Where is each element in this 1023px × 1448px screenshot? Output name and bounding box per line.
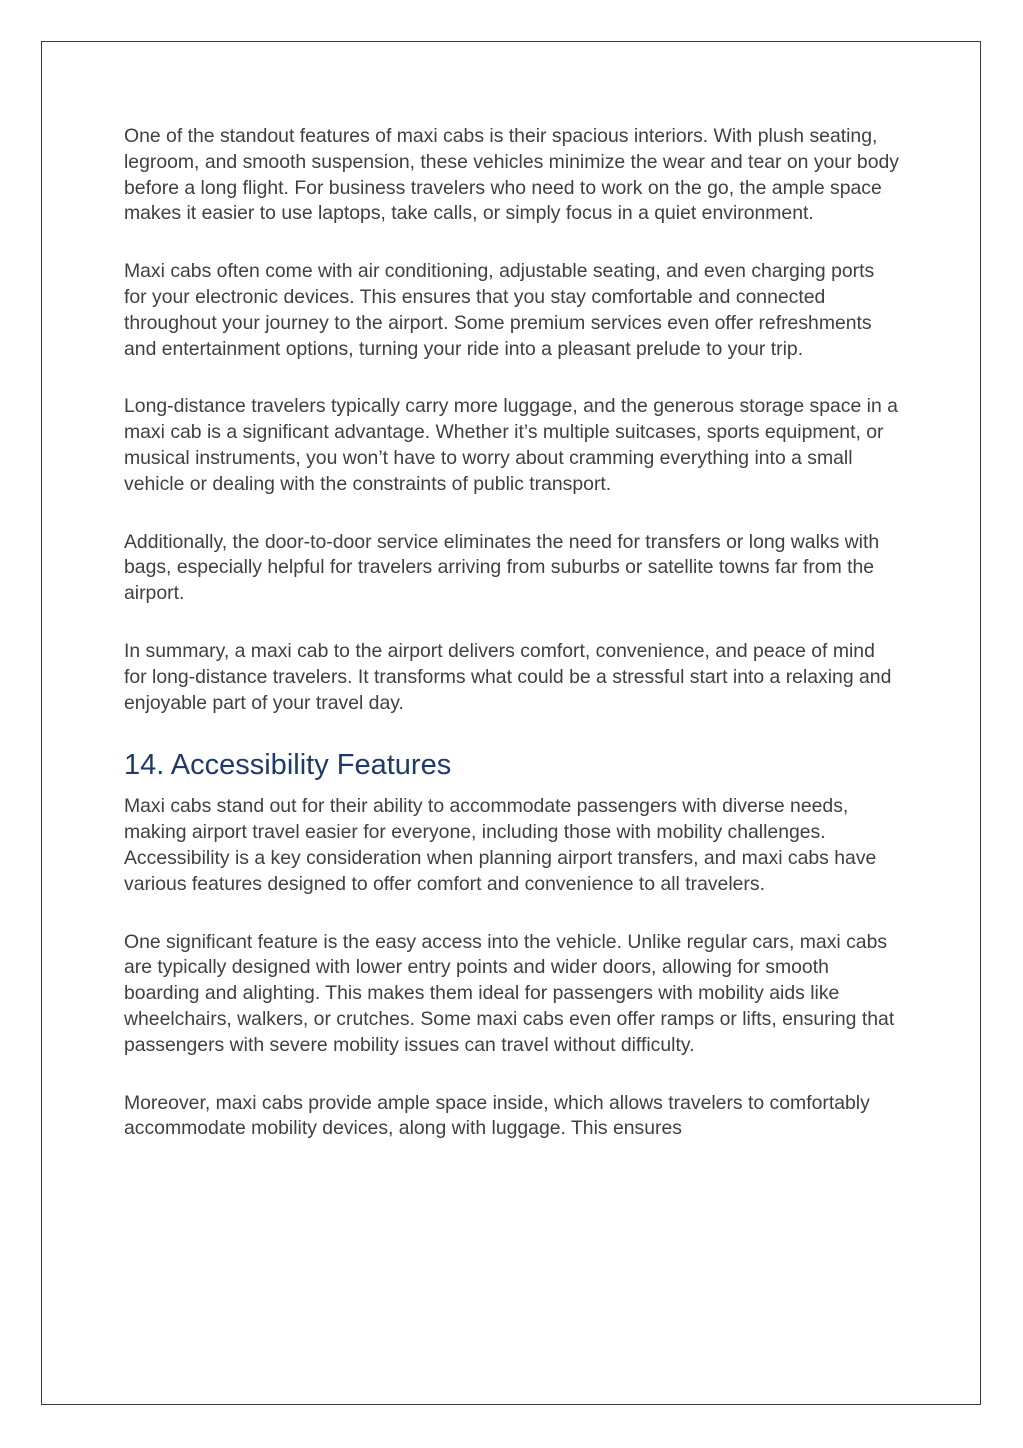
paragraph: Maxi cabs stand out for their ability to accommodate passengers with diverse needs, making airport travel easier for everyone, including those with mobility challenges. Accessibility is a key consideration when planning airport transfers, and maxi cabs have various features designed to offer comfort and convenience to all travelers. <box>124 795 877 895</box>
paragraph: Moreover, maxi cabs provide ample space inside, which allows travelers to comfortably accommodate mobility devices, along with luggage. This ensures <box>124 1091 870 1140</box>
paragraph: Long-distance travelers typically carry more luggage, and the generous storage space in a maxi cab is a significant advantage. Whether it’s multiple suitcases, sports equipment, or musical instruments, you won’t have to worry about cramming everything into a small vehicle or dealing with the constraints of public transport. <box>124 395 898 495</box>
paragraph: One of the standout features of maxi cabs is their spacious interiors. With plush seating, legroom, and smooth suspension, these vehicles minimize the wear and tear on your body before a long flight. For business travelers who need to work on the go, the ample space makes it easier to use laptops, take calls, or simply focus in a quiet environment. <box>124 125 899 225</box>
section-heading: 14. Accessibility Features <box>124 749 452 782</box>
paragraph: One significant feature is the easy access into the vehicle. Unlike regular cars, maxi cabs are typically designed with lower entry points and wider doors, allowing for smooth boarding and alighting. This makes them ideal for passengers with mobility aids like wheelchairs, walkers, or crutches. Some maxi cabs even offer ramps or lifts, ensuring that passengers with severe mobility issues can travel without difficulty. <box>124 930 895 1056</box>
paragraph: Additionally, the door-to-door service eliminates the need for transfers or long walks with bags, especially helpful for travelers arriving from suburbs or satellite towns far from the airport. <box>124 530 880 605</box>
paragraph: In summary, a maxi cab to the airport delivers comfort, convenience, and peace of mind for long-distance travelers. It transforms what could be a stressful start into a relaxing and enjoyable part of your travel day. <box>124 639 892 714</box>
document-body <box>124 124 900 1174</box>
paragraph: Maxi cabs often come with air conditioning, adjustable seating, and even charging ports for your electronic devices. This ensures that you stay comfortable and connected throughout your journey to the airport. Some premium services even offer refreshments and entertainment options, turning your ride into a pleasant prelude to your trip. <box>124 260 875 360</box>
